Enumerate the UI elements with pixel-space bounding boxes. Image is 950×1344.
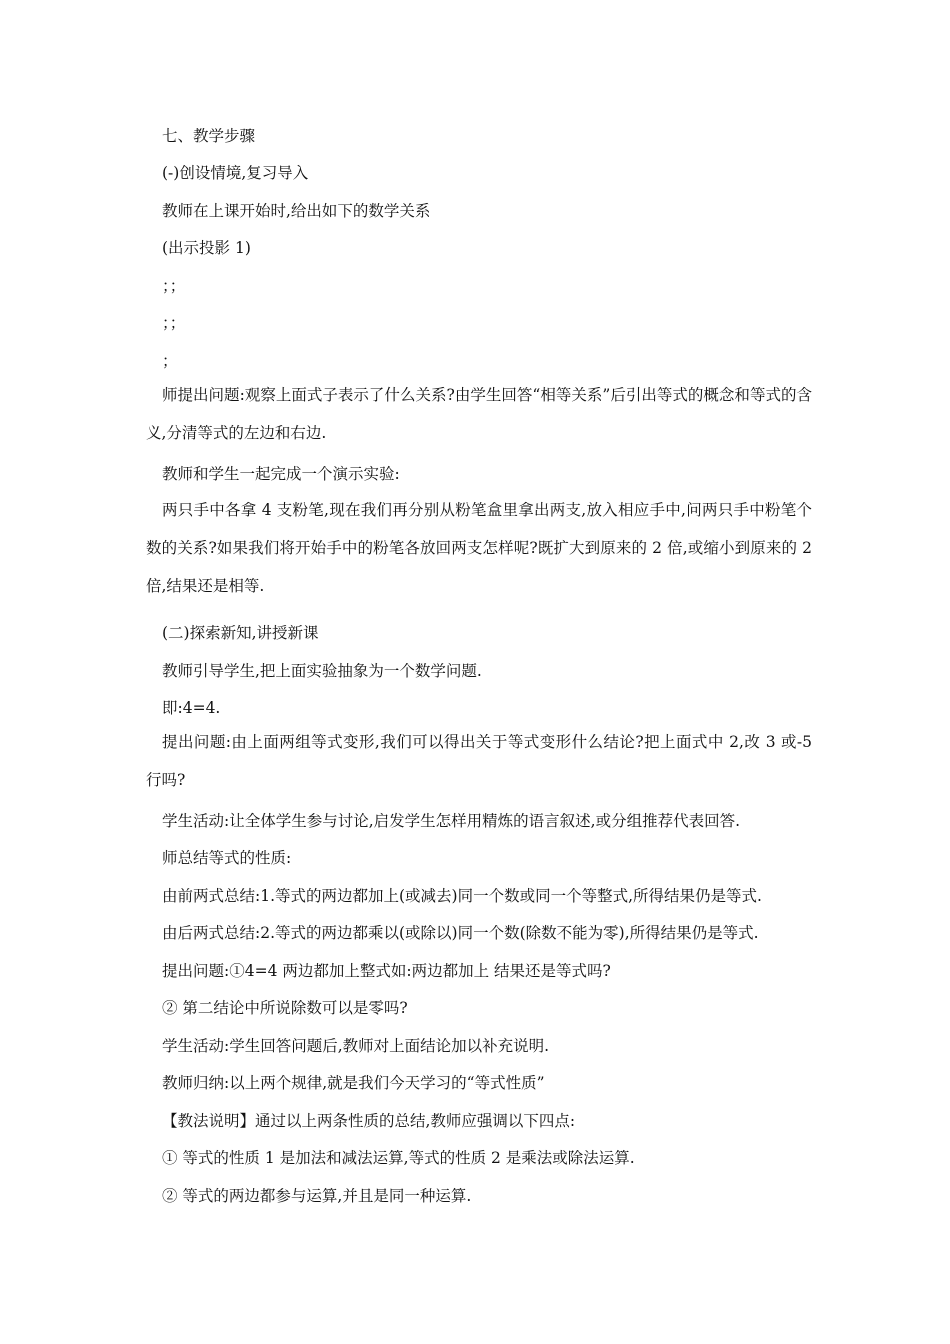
paragraph-summary-title: 师总结等式的性质: — [162, 849, 292, 867]
paragraph-equation: 即:4=4. — [162, 699, 221, 717]
paragraph-experiment-intro: 教师和学生一起完成一个演示实验: — [162, 465, 400, 483]
paragraph-projection: (出示投影 1) — [162, 239, 251, 257]
formula-placeholder-1: ；； — [162, 277, 186, 295]
paragraph-guide: 教师引导学生,把上面实验抽象为一个数学问题. — [162, 662, 482, 680]
section-2-title: (二)探索新知,讲授新课 — [162, 624, 319, 642]
paragraph-question-3: 提出问题:①4=4 两边都加上整式如:两边都加上 结果还是等式吗? — [162, 962, 611, 980]
paragraph-question-2: 提出问题:由上面两组等式变形,我们可以得出关于等式变形什么结论?把上面式中 2,改 3 或-5 行吗? — [146, 733, 812, 789]
paragraph-point-1: ① 等式的性质 1 是加法和减法运算,等式的性质 2 是乘法或除法运算. — [162, 1149, 635, 1167]
paragraph-intro: 教师在上课开始时,给出如下的数学关系 — [162, 202, 431, 220]
formula-placeholder-3: ； — [162, 352, 178, 370]
paragraph-conclusion: 教师归纳:以上两个规律,就是我们今天学习的“等式性质” — [162, 1074, 545, 1092]
paragraph-experiment: 两只手中各拿 4 支粉笔,现在我们再分别从粉笔盒里拿出两支,放入相应手中,问两只手中粉笔个数的关系?如果我们将开始手中的粉笔各放回两支怎样呢?既扩大到原来的 2 倍,或缩小到原来的 2 倍,结果还是相等. — [146, 501, 812, 595]
formula-placeholder-2: ；； — [162, 314, 186, 332]
paragraph-property-1: 由前两式总结:1.等式的两边都加上(或减去)同一个数或同一个等整式,所得结果仍是等式. — [162, 887, 762, 905]
paragraph-question-1: 师提出问题:观察上面式子表示了什么关系?由学生回答“相等关系”后引出等式的概念和等式的含义,分清等式的左边和右边. — [146, 386, 812, 442]
paragraph-property-2: 由后两式总结:2.等式的两边都乘以(或除以)同一个数(除数不能为零),所得结果仍是等式. — [162, 924, 759, 942]
paragraph-method-note: 【教法说明】通过以上两条性质的总结,教师应强调以下四点: — [162, 1112, 576, 1130]
paragraph-point-2: ② 等式的两边都参与运算,并且是同一种运算. — [162, 1187, 472, 1205]
paragraph-student-activity-2: 学生活动:学生回答问题后,教师对上面结论加以补充说明. — [162, 1037, 550, 1055]
paragraph-question-4: ② 第二结论中所说除数可以是零吗? — [162, 999, 408, 1017]
heading-teaching-steps: 七、教学步骤 — [162, 127, 256, 145]
section-1-title: (-)创设情境,复习导入 — [162, 164, 309, 182]
paragraph-student-activity-1: 学生活动:让全体学生参与讨论,启发学生怎样用精炼的语言叙述,或分组推荐代表回答. — [162, 812, 741, 830]
